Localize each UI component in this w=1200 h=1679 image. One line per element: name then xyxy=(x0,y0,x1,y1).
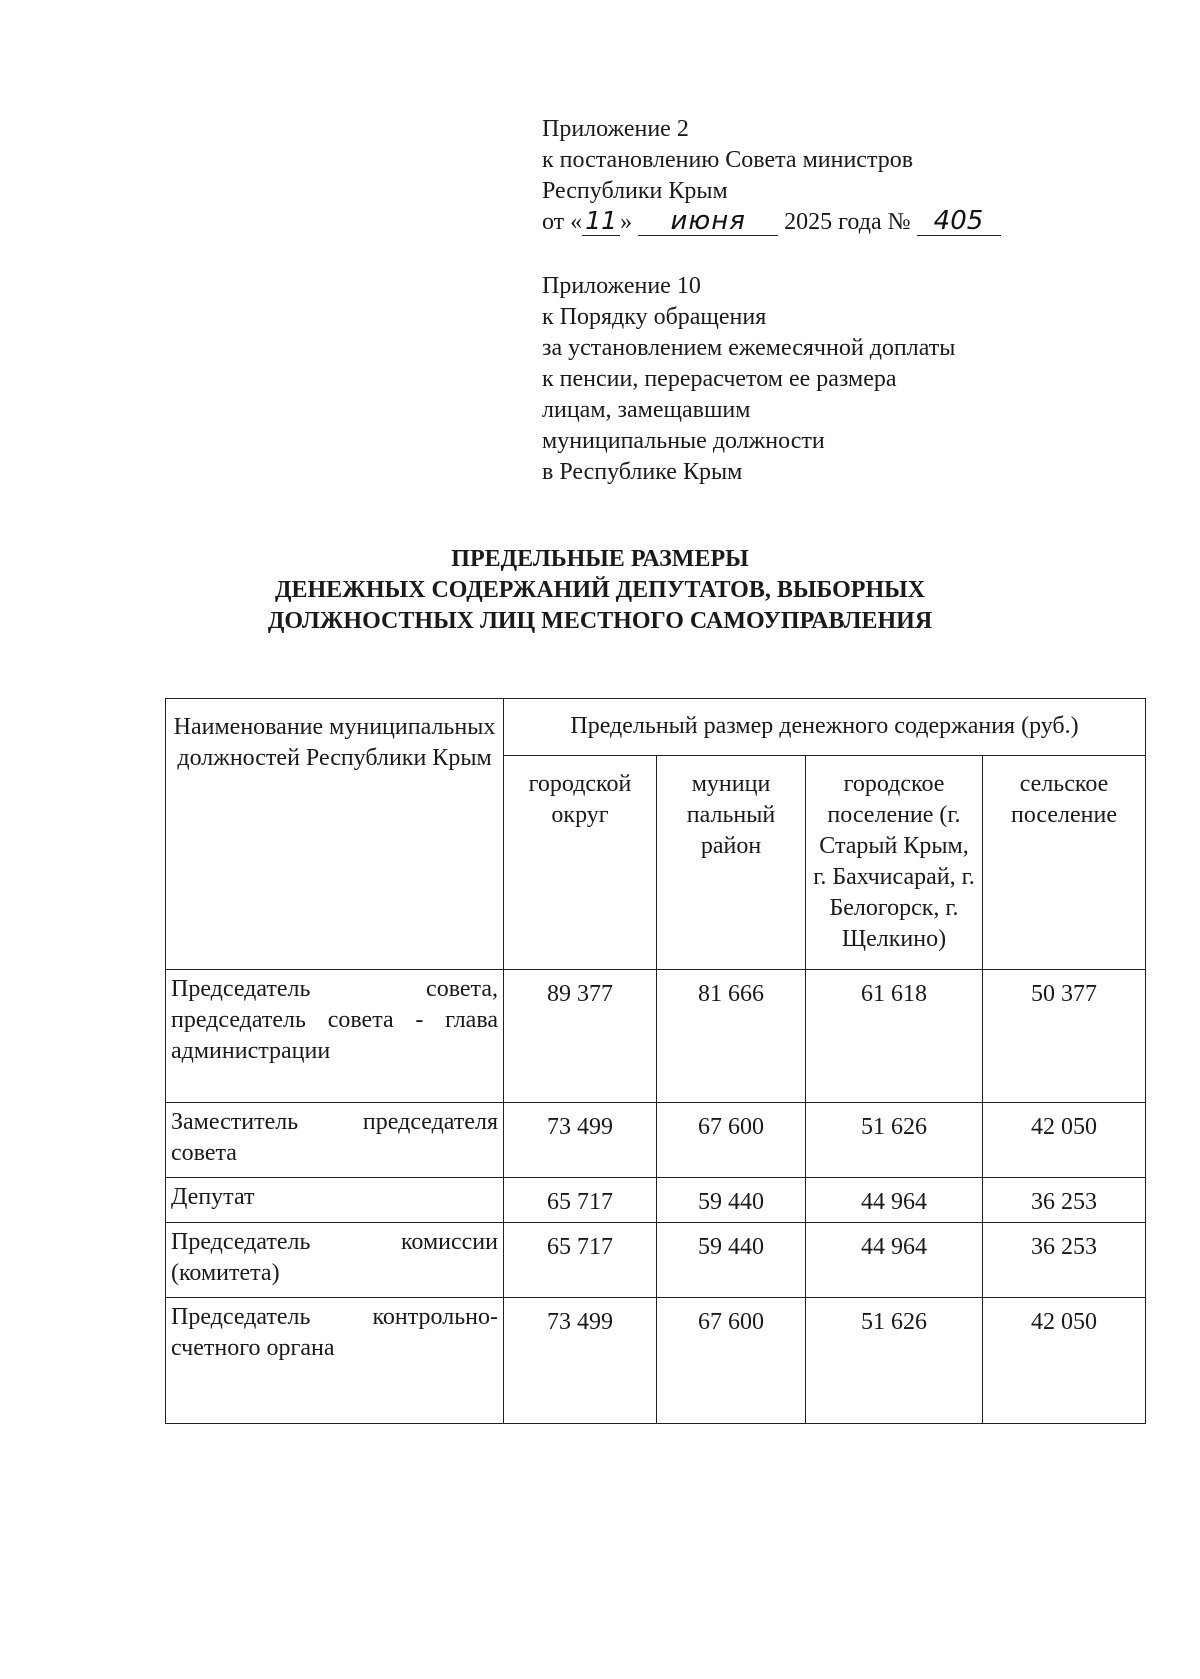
title-line: ПРЕДЕЛЬНЫЕ РАЗМЕРЫ xyxy=(451,546,749,572)
column-header-urban-settlement: городское поселение (г. Старый Крым, г. Бахчисарай, г. Белогорск, г. Щелкино) xyxy=(806,756,983,970)
title-line: ДЕНЕЖНЫХ СОДЕРЖАНИЙ ДЕПУТАТОВ, ВЫБОРНЫХ xyxy=(274,577,926,603)
date-quote: » xyxy=(620,209,633,235)
table-row xyxy=(166,970,1146,1103)
position-name-header: Наименование муниципальных должностей Республики Крым xyxy=(166,699,504,970)
value-cell: 59 440 xyxy=(657,1178,806,1223)
salary-limit-group-header: Предельный размер денежного содержания (руб.) xyxy=(504,699,1146,756)
annex-2-block xyxy=(542,114,1001,238)
position-name: Председатель контрольно-счетного органа xyxy=(166,1298,504,1424)
handwritten-day: 11 xyxy=(582,207,620,236)
value-cell: 65 717 xyxy=(504,1223,657,1298)
value-cell: 61 618 xyxy=(806,970,983,1103)
value-cell: 81 666 xyxy=(657,970,806,1103)
date-prefix: от « xyxy=(542,209,583,235)
value-cell: 51 626 xyxy=(806,1103,983,1178)
table-row xyxy=(166,1178,1146,1223)
value-cell: 36 253 xyxy=(983,1223,1146,1298)
position-name: Заместитель председателя совета xyxy=(166,1103,504,1178)
handwritten-resolution-number: 405 xyxy=(917,207,1001,236)
document-title xyxy=(0,544,1200,637)
annex-10-line: за установлением ежемесячной доплаты xyxy=(542,335,956,361)
value-cell: 73 499 xyxy=(504,1298,657,1424)
column-header-municipal-district: муници пальный район xyxy=(657,756,806,970)
value-cell: 89 377 xyxy=(504,970,657,1103)
annex-2-line: Республики Крым xyxy=(542,178,728,204)
annex-10-line: к пенсии, перерасчетом ее размера xyxy=(542,366,897,392)
value-cell: 44 964 xyxy=(806,1178,983,1223)
value-cell: 67 600 xyxy=(657,1103,806,1178)
position-name: Депутат xyxy=(166,1178,504,1223)
value-cell: 73 499 xyxy=(504,1103,657,1178)
annex-10-block xyxy=(542,271,955,488)
table-header-row xyxy=(166,699,1146,756)
column-header-rural-settlement: сельское поселение xyxy=(983,756,1146,970)
annex-10-heading: Приложение 10 xyxy=(542,273,701,299)
annex-10-line: в Республике Крым xyxy=(542,459,743,485)
value-cell: 51 626 xyxy=(806,1298,983,1424)
value-cell: 42 050 xyxy=(983,1103,1146,1178)
value-cell: 42 050 xyxy=(983,1298,1146,1424)
value-cell: 50 377 xyxy=(983,970,1146,1103)
resolution-date-line xyxy=(542,207,1001,238)
salary-limits-table xyxy=(165,698,1146,1424)
date-year-text: 2025 года № xyxy=(784,209,911,235)
annex-10-line: муниципальные должности xyxy=(542,428,825,454)
position-name: Председатель комиссии (комитета) xyxy=(166,1223,504,1298)
column-header-city-district: городской округ xyxy=(504,756,657,970)
value-cell: 67 600 xyxy=(657,1298,806,1424)
table-row xyxy=(166,1298,1146,1424)
value-cell: 44 964 xyxy=(806,1223,983,1298)
annex-2-heading: Приложение 2 xyxy=(542,116,689,142)
position-name: Председатель совета, председатель совета - глава администрации xyxy=(166,970,504,1103)
annex-10-line: лицам, замещавшим xyxy=(542,397,751,423)
value-cell: 36 253 xyxy=(983,1178,1146,1223)
title-line: ДОЛЖНОСТНЫХ ЛИЦ МЕСТНОГО САМОУПРАВЛЕНИЯ xyxy=(267,608,933,634)
annex-2-line: к постановлению Совета министров xyxy=(542,147,914,173)
value-cell: 59 440 xyxy=(657,1223,806,1298)
handwritten-month: июня xyxy=(638,207,778,236)
value-cell: 65 717 xyxy=(504,1178,657,1223)
table-row xyxy=(166,1223,1146,1298)
annex-10-line: к Порядку обращения xyxy=(542,304,767,330)
table-row xyxy=(166,1103,1146,1178)
